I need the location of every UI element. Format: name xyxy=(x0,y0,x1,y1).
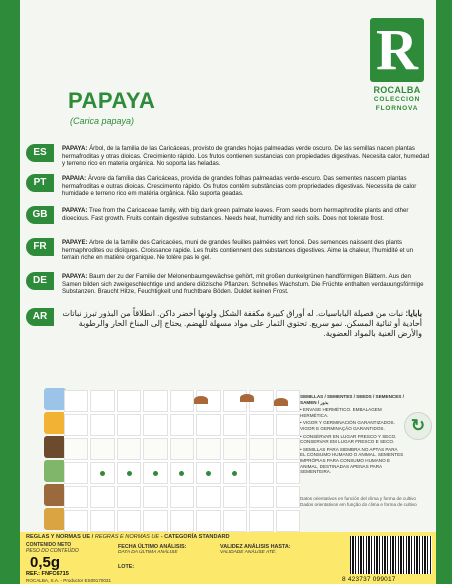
bird-icon xyxy=(240,394,254,402)
product-reference: REF.: FNFC6715 xyxy=(26,571,69,577)
seed-info-item: • CONSÉRVAR EN LUGAR FRESCO Y SECO. CONSERVAR EM LUGAR FRESCO E SECO. xyxy=(300,433,397,445)
lot-label: LOTE: xyxy=(118,564,135,570)
eu-regulations: REGLAS Y NORMAS UE / REGRAS E NORMAS UE - CATEGORÍA STANDARD xyxy=(26,534,230,540)
lang-badge-es: ES xyxy=(26,144,54,162)
bird-icon xyxy=(274,398,288,406)
seed-info-item: • VIGOR Y GERMINACIÓN GARANTIZADOS. VIGOR E GERMINAÇÃO GARANTIDOS. xyxy=(300,420,395,431)
logo-mark: R xyxy=(370,18,424,82)
desc-text-ar: بابايا: نبات من فصيلة الباباسيات. له أوراق كبيرة مكففة الشكل ولونها أخضر داكن. انطلاقاً من البذور تبرز نباتات أحادية أو ثنائية المسكن. نمو سريع. تحتوي الثمار على مواد مسهلة للهضم. يحتاج إلى المناخ الحار والرطوبة والأرض الغنية بالمواد العضوية. xyxy=(62,309,422,338)
soil-icon xyxy=(44,436,66,458)
analysis-date-label: FECHA ÚLTIMO ANÁLISIS: DATA DA ÚLTIMA ANÁLISE xyxy=(118,544,187,555)
collection-line1: COLECCION xyxy=(373,96,421,103)
barcode-icon xyxy=(350,536,432,574)
seed-info-block xyxy=(300,394,404,477)
sprout-icon xyxy=(44,460,66,482)
product-latin-name: (Carica papaya) xyxy=(70,116,135,126)
lang-badge-fr: FR xyxy=(26,238,54,256)
sun-icon xyxy=(44,412,66,434)
collection-line2: FLORNOVA xyxy=(375,105,419,112)
desc-gb xyxy=(26,206,430,236)
desc-text-fr: PAPAYE: Arbre de la famille des Caricacées, muni de grandes feuilles palmées vert foncé. Des semences naissent des plants hermaphrodites ou dioïques. Croissance rapide. Les fruits contiennent des substances digestives. Aime la chaleur, l'humidité et un terrain riche en matière organique. Ne tolère pas le gel. xyxy=(62,239,414,262)
sowing-calendar-illustration xyxy=(44,388,302,536)
desc-text-es: PAPAYA: Árbol, de la familia de las Caricáceas, provisto de grandes hojas palmeadas verde oscuro. De las semillas nacen plantas hermafroditas y otras dioicas. Crecimiento rápido. Los frutos contienen sustancias con propiedades digestivas. Necesita calor, humedad y terreno rico en materia orgánica. No soporta las heladas. xyxy=(62,145,430,168)
planting-icon xyxy=(44,484,66,506)
climate-note-es: Datos orientativos en función del clima y forma de cultivo xyxy=(300,496,416,501)
desc-text-de: PAPAYA: Baum der zu der Familie der Melonenbaumgewächse gehört, mit großen dunkelgrünen handförmigen Blättern. Aus den Samen bilden sich zweigeschlechtige und andere diözische Pflanzen. Schnelles Wachstum. Die Früchte enthalten verdauungsförmige Substanzen. Braucht Hitze, Feuchtigkeit und fruchtbare Böden. Duldet keinen Frost. xyxy=(62,273,424,296)
lang-badge-gb: GB xyxy=(26,206,54,224)
harvest-icon xyxy=(44,508,66,530)
lang-badge-de: DE xyxy=(26,272,54,290)
producer-info: ROCALBA, S.A. - Productor ES09170031 xyxy=(26,578,112,583)
brand-logo xyxy=(364,18,430,113)
desc-fr xyxy=(26,238,430,272)
bird-icon xyxy=(194,396,208,404)
lang-badge-pt: PT xyxy=(26,174,54,192)
desc-de xyxy=(26,272,430,306)
desc-text-gb: PAPAYA: Tree from the Caricaceae family, with big dark green palmate leaves. From seeds born hermaphrodite plants and other dioecious. Fast growth. Fruits contain digestive substances. Needs heat, humidity and rich soils. Does not tolerate frost. xyxy=(62,207,409,222)
desc-text-pt: PAPAIA: Árvore da família das Caricáceas, provida de grandes folhas palmeadas verde-escuro. Das sementes nascem plantas hermafroditas e outras dioicas. Crescimento rápido. Os frutos contêm substâncias com propriedades digestivas. Necessita de calor humidade e terreno rico em matéria orgânica. Não suporta geadas. xyxy=(62,175,417,198)
validity-date-label: VALIDEZ ANÁLISIS HASTA: VALIDADE ANÁLISE ATÉ: xyxy=(220,544,291,555)
seed-packet xyxy=(20,0,436,584)
desc-pt xyxy=(26,174,430,208)
seed-info-header: SEMILLAS / SEMENTES / SEEDS / SEMENCES / SAMEN / بذور xyxy=(300,394,404,405)
climate-note xyxy=(300,496,430,507)
right-green-band xyxy=(436,0,452,584)
product-title: PAPAYA xyxy=(68,88,156,113)
net-weight: 0,5g xyxy=(30,554,61,571)
seed-info-item: • SEMILLAS PARA SIEMBRA NO APTAS PARA EL CONSUMO HUMANO O ANIMAL. SEMENTES IMPRÓPIAS PARA CONSUMO HUMANO E ANIMAL, DESTINADAS APENAS PARA SEMENTEIRA. xyxy=(300,446,404,475)
sky-icon xyxy=(44,388,66,410)
brand-name: ROCALBA xyxy=(373,85,421,95)
climate-note-pt: Dados orientativos em função do clima e forma de cultivo xyxy=(300,501,417,507)
net-content-label: CONTENIDO NETO PESO DO CONTEÚDO xyxy=(26,542,79,554)
desc-ar xyxy=(26,308,430,352)
lang-badge-ar: AR xyxy=(26,308,54,326)
recycle-icon: ↻ xyxy=(404,412,432,440)
calendar-grid xyxy=(64,390,300,532)
packet-footer xyxy=(20,532,436,584)
seed-info-item: • ENVASE HERMÉTICO. EMBALAGEM HERMÉTICA. xyxy=(300,407,382,418)
left-green-band xyxy=(0,0,20,584)
barcode-number: 8 423737 099017 xyxy=(342,576,396,583)
